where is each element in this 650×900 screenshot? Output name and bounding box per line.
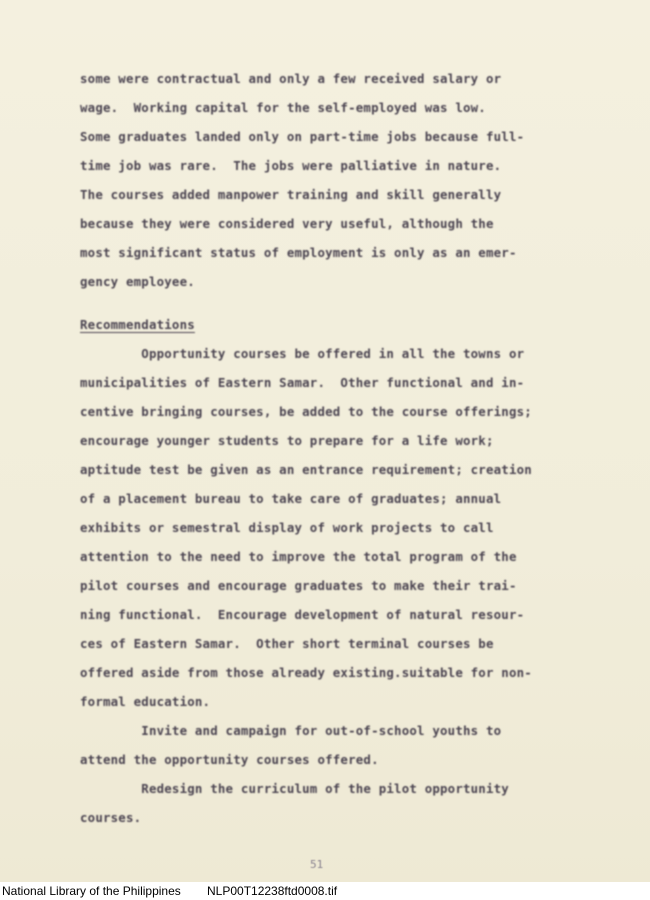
text-line: gency employee. bbox=[80, 274, 195, 289]
text-line: courses. bbox=[80, 810, 142, 825]
text-line: aptitude test be given as an entrance requirement; creation bbox=[80, 462, 532, 477]
file-name: NLP00T12238ftd0008.tif bbox=[207, 884, 338, 898]
text-line: Redesign the curriculum of the pilot opportunity bbox=[80, 781, 509, 796]
text-line: ces of Eastern Samar. Other short terminal courses be bbox=[80, 636, 494, 651]
text-line: time job was rare. The jobs were palliative in nature. bbox=[80, 158, 502, 173]
document-body bbox=[80, 64, 610, 832]
text-line: attention to the need to improve the total program of the bbox=[80, 549, 517, 564]
text-line: Invite and campaign for out-of-school youths to bbox=[80, 723, 502, 738]
text-line: most significant status of employment is only as an emer- bbox=[80, 245, 517, 260]
page-number: 51 bbox=[310, 858, 324, 871]
text-line: municipalities of Eastern Samar. Other functional and in- bbox=[80, 375, 525, 390]
text-line: some were contractual and only a few received salary or bbox=[80, 71, 502, 86]
text-line: wage. Working capital for the self-employed was low. bbox=[80, 100, 486, 115]
section-heading: Recommendations bbox=[80, 317, 195, 332]
text-line: of a placement bureau to take care of graduates; annual bbox=[80, 491, 502, 506]
text-line: centive bringing courses, be added to the course offerings; bbox=[80, 404, 532, 419]
text-line: Some graduates landed only on part-time jobs because full- bbox=[80, 129, 525, 144]
text-line: ning functional. Encourage development of natural resour- bbox=[80, 607, 525, 622]
text-line: exhibits or semestral display of work projects to call bbox=[80, 520, 494, 535]
text-line: Opportunity courses be offered in all the towns or bbox=[80, 346, 525, 361]
text-line: pilot courses and encourage graduates to make their trai- bbox=[80, 578, 517, 593]
text-line: formal education. bbox=[80, 694, 211, 709]
library-name: National Library of the Philippines bbox=[2, 884, 181, 898]
text-line: because they were considered very useful, although the bbox=[80, 216, 494, 231]
text-line: offered aside from those already existing.suitable for non- bbox=[80, 665, 532, 680]
text-line: The courses added manpower training and skill generally bbox=[80, 187, 502, 202]
text-line: encourage younger students to prepare for a life work; bbox=[80, 433, 494, 448]
text-line: attend the opportunity courses offered. bbox=[80, 752, 379, 767]
archive-footer bbox=[0, 882, 650, 900]
